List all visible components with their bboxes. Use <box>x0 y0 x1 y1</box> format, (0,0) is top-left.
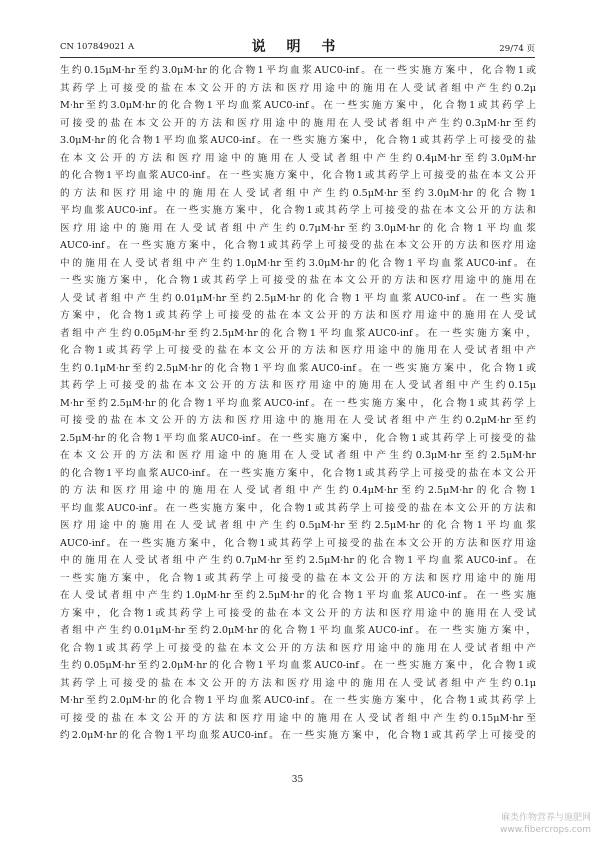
body-line: 在本文公开的方法和医疗用途中的施用在人受试者组中产生约0.3μM·hr至约2.5μM·hr <box>60 450 536 461</box>
page-number: 35 <box>291 775 304 785</box>
body-line: 的方法和医疗用途中的施用在人受试者组中产生约0.4μM·hr至约2.5μM·hr的化合物1 <box>60 485 536 496</box>
body-line: 医疗用途中的施用在人受试者组中产生约0.7μM·hr至约3.0μM·hr的化合物1平均血浆 <box>60 222 536 234</box>
header-rule <box>60 57 535 58</box>
body-line: 生约0.05μM·hr至约2.0μM·hr的化合物1平均血浆AUC0-inf。在一些实施方案中，化合物1或 <box>60 660 536 671</box>
body-line: M·hr至约2.0μM·hr的化合物1平均血浆AUC0-inf。在一些实施方案中，化合物1或其药学上 <box>60 695 536 706</box>
body-text <box>60 62 536 762</box>
body-line: 的化合物1平均血浆AUC0-inf。在一些实施方案中，化合物1或其药学上可接受的盐在本文公开 <box>60 467 536 479</box>
body-line: 医疗用途中的施用在人受试者组中产生约0.5μM·hr至约2.5μM·hr的化合物1平均血浆 <box>60 520 536 531</box>
body-line: 可接受的盐在本文公开的方法和医疗用途中的施用在人受试者组中产生约0.15μM·hr至 <box>60 712 536 724</box>
body-line: 2.5μM·hr的化合物1平均血浆AUC0-inf。在一些实施方案中，化合物1或其药学上可接受的盐 <box>60 432 536 444</box>
watermark-line-1: 麻类作物营养与施肥网 <box>500 813 591 823</box>
body-line: M·hr至约2.5μM·hr的化合物1平均血浆AUC0-inf。在一些实施方案中，化合物1或其药学上 <box>60 397 536 409</box>
body-line: 的化合物1平均血浆AUC0-inf。在一些实施方案中，化合物1或其药学上可接受的盐在本文公开 <box>60 170 536 181</box>
body-line: 在本文公开的方法和医疗用途中的施用在人受试者组中产生约0.4μM·hr至约3.0μM·hr <box>60 152 536 164</box>
body-line: 3.0μM·hr的化合物1平均血浆AUC0-inf。在一些实施方案中，化合物1或其药学上可接受的盐 <box>60 135 536 146</box>
body-line: 平均血浆AUC0-inf。在一些实施方案中，化合物1或其药学上可接受的盐在本文公开的方法和 <box>60 502 536 514</box>
body-line: 生约0.1μM·hr至约2.5μM·hr的化合物1平均血浆AUC0-inf。在一些实施方案中，化合物1或 <box>60 362 536 374</box>
body-line: 其药学上可接受的盐在本文公开的方法和医疗用途中的施用在人受试者组中产生约0.15μ <box>60 380 536 391</box>
document-title: 说 明 书 <box>251 39 344 55</box>
body-line: 可接受的盐在本文公开的方法和医疗用途中的施用在人受试者组中产生约0.3μM·hr至约 <box>60 117 536 129</box>
body-line: 可接受的盐在本文公开的方法和医疗用途中的施用在人受试者组中产生约0.2μM·hr至约 <box>60 415 536 426</box>
page-info: 29/74 页 <box>499 44 535 54</box>
body-line: 的方法和医疗用途中的施用在人受试者组中产生约0.5μM·hr至约3.0μM·hr的化合物1 <box>60 187 536 199</box>
body-line: 其药学上可接受的盐在本文公开的方法和医疗用途中的施用在人受试者组中产生约0.2μ <box>60 82 536 94</box>
watermark <box>500 812 591 836</box>
publication-number: CN 107849021 A <box>60 42 135 52</box>
body-line: 方案中，化合物1或其药学上可接受的盐在本文公开的方法和医疗用途中的施用在人受试 <box>60 607 536 619</box>
body-line: 者组中产生约0.01μM·hr至约2.0μM·hr的化合物1平均血浆AUC0-inf。在一些实施方案中， <box>60 625 536 636</box>
page-header <box>60 36 535 56</box>
body-line: 一些实施方案中，化合物1或其药学上可接受的盐在本文公开的方法和医疗用途中的施用 <box>60 572 536 584</box>
body-line: 化合物1或其药学上可接受的盐在本文公开的方法和医疗用途中的施用在人受试者组中产 <box>60 345 536 356</box>
body-line: 中的施用在人受试者组中产生约0.7μM·hr至约2.5μM·hr的化合物1平均血浆AUC0-inf。在 <box>60 555 536 566</box>
body-line: 一些实施方案中，化合物1或其药学上可接受的盐在本文公开的方法和医疗用途中的施用在 <box>60 275 536 286</box>
body-line: 其药学上可接受的盐在本文公开的方法和医疗用途中的施用在人受试者组中产生约0.1μ <box>60 677 536 689</box>
body-line: 人受试者组中产生约0.01μM·hr至约2.5μM·hr的化合物1平均血浆AUC0-inf。在一些实施 <box>60 292 536 304</box>
body-line: 生约0.15μM·hr至约3.0μM·hr的化合物1平均血浆AUC0-inf。在一些实施方案中，化合物1或 <box>60 65 536 76</box>
body-line: M·hr至约3.0μM·hr的化合物1平均血浆AUC0-inf。在一些实施方案中，化合物1或其药学上 <box>60 100 536 111</box>
body-line: 方案中，化合物1或其药学上可接受的盐在本文公开的方法和医疗用途中的施用在人受试 <box>60 310 536 321</box>
body-line: 化合物1或其药学上可接受的盐在本文公开的方法和医疗用途中的施用在人受试者组中产 <box>60 642 536 654</box>
body-line: AUC0-inf。在一些实施方案中，化合物1或其药学上可接受的盐在本文公开的方法和医疗用途 <box>60 537 536 549</box>
body-line: 者组中产生约0.05μM·hr至约2.5μM·hr的化合物1平均血浆AUC0-inf。在一些实施方案中， <box>60 327 536 339</box>
body-line: 中的施用在人受试者组中产生约1.0μM·hr至约3.0μM·hr的化合物1平均血浆AUC0-inf。在 <box>60 257 536 269</box>
body-line: 平均血浆AUC0-inf。在一些实施方案中，化合物1或其药学上可接受的盐在本文公开的方法和 <box>60 205 536 216</box>
body-line: 约2.0μM·hr的化合物1平均血浆AUC0-inf。在一些实施方案中，化合物1或其药学上可接受的 <box>60 730 536 741</box>
body-line: 在人受试者组中产生约1.0μM·hr至约2.5μM·hr的化合物1平均血浆AUC0-inf。在一些实施 <box>60 590 536 601</box>
body-line: AUC0-inf。在一些实施方案中，化合物1或其药学上可接受的盐在本文公开的方法和医疗用途 <box>60 240 536 251</box>
watermark-line-2: www.fibercrops.com <box>500 825 591 835</box>
